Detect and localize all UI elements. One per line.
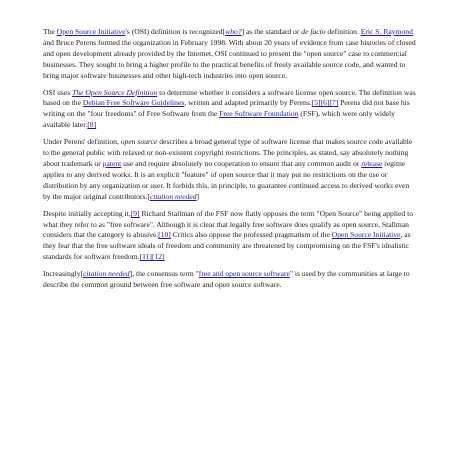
inline-link[interactable]: The Open Source Definition [72,87,158,97]
body-text: (FSF), which were only widely available later. [43,109,396,130]
body-text: Critics also oppose the professed pragmatism of the [170,230,332,240]
inline-link[interactable]: [10] [158,230,171,240]
inline-link[interactable]: Debian Free Software Guidelines [82,98,185,108]
paragraph [43,27,416,82]
paragraph [43,209,416,264]
inline-link[interactable]: patent [102,158,122,168]
body-text: Increasingly [43,269,81,279]
body-text: Perens did not base his writing on the "four freedoms" of Free Software from the [43,98,410,119]
inline-link[interactable]: [9] [130,208,140,218]
body-text: , written and adapted primarily by Perens. [184,98,312,108]
body-text: describes a broad general type of software license that makes source code available to the general public with relaxed or non-existent copyright restrictions. The principles, as stated, say absolutely nothing about trademark or [43,137,413,168]
inline-link[interactable]: who? [225,27,242,36]
paragraph [43,137,416,202]
body-text: ] [196,191,200,201]
inline-link[interactable]: free and open source software [198,269,290,279]
body-text: OSI uses [43,87,73,97]
body-text: Despite initially accepting it, [43,208,131,218]
body-text: , as they fear that the free software ideals of freedom and community are threatened by compromising on the FSF's idealistic standards for software freedom. [43,230,411,262]
body-text: The [43,27,57,36]
inline-link[interactable]: release [361,158,383,168]
paragraph [43,269,416,291]
body-text: as the standard or [244,27,302,36]
inline-link[interactable]: [11] [139,252,152,262]
inline-link[interactable]: Eric S. Raymond [360,27,413,36]
inline-link[interactable]: Free Software Foundation [219,109,299,119]
body-text: Under Perens' definition, [43,137,121,147]
body-text: use and require absolutely no cooperation to ensure that any common audit or [121,158,362,168]
body-text: , the consensus term " [132,269,199,279]
inline-link[interactable]: [12] [151,252,165,262]
inline-link[interactable]: [5] [311,98,321,108]
inline-link[interactable]: Open Source Initiative [56,27,126,36]
inline-link[interactable]: [7] [329,98,339,108]
article-body [43,27,416,297]
body-text: Richard Stallman of the FSF now flatly opposes the term "Open Source" being applied to what they refer to as "free software". Although it is clear that legally free software does qualify as open source, Stallman considers that the category is abusive. [43,208,414,240]
body-text: [ [80,269,84,279]
paragraph [43,88,416,132]
body-text: regime applies to any derived works. It is an explicit "feature" of open source that it may put no restrictions on the use or distribution by any organization or user. It forbids this, in principle, to guarantee continued access to derived works even by the major original contributors. [43,158,410,201]
body-text: 's (OSI) definition is recognized [125,27,223,36]
body-text: definition. [325,27,361,36]
inline-link[interactable]: citation needed [83,269,130,279]
body-text: to determine whether it considers a software license open source. The definition was based on the [43,87,416,108]
inline-link[interactable]: citation needed [149,191,197,201]
inline-link[interactable]: Open Source Initiative [331,230,401,240]
emphasis-text: open source [120,137,158,147]
body-text: ] [129,269,133,279]
body-text: and Bruce Perens formed the organization in February 1998. With about 20 years of evidence from case histories of closed and open development already provided by the Internet, OSI continued to present the "open source" case to commercial businesses. They sought to bring a higher profile to the practical benefits of freely available source code, and wanted to bring major software businesses and other high-tech industries into open source. [43,37,416,80]
inline-link[interactable]: [6] [320,98,330,108]
body-text: ] [241,27,245,36]
emphasis-text: de facto [301,27,326,36]
inline-link[interactable]: [8] [87,120,97,130]
body-text: [ [222,27,226,36]
body-text: " is used by the communities at large to describe the common ground between free software and open source software. [43,269,410,290]
body-text: [ [147,191,150,201]
